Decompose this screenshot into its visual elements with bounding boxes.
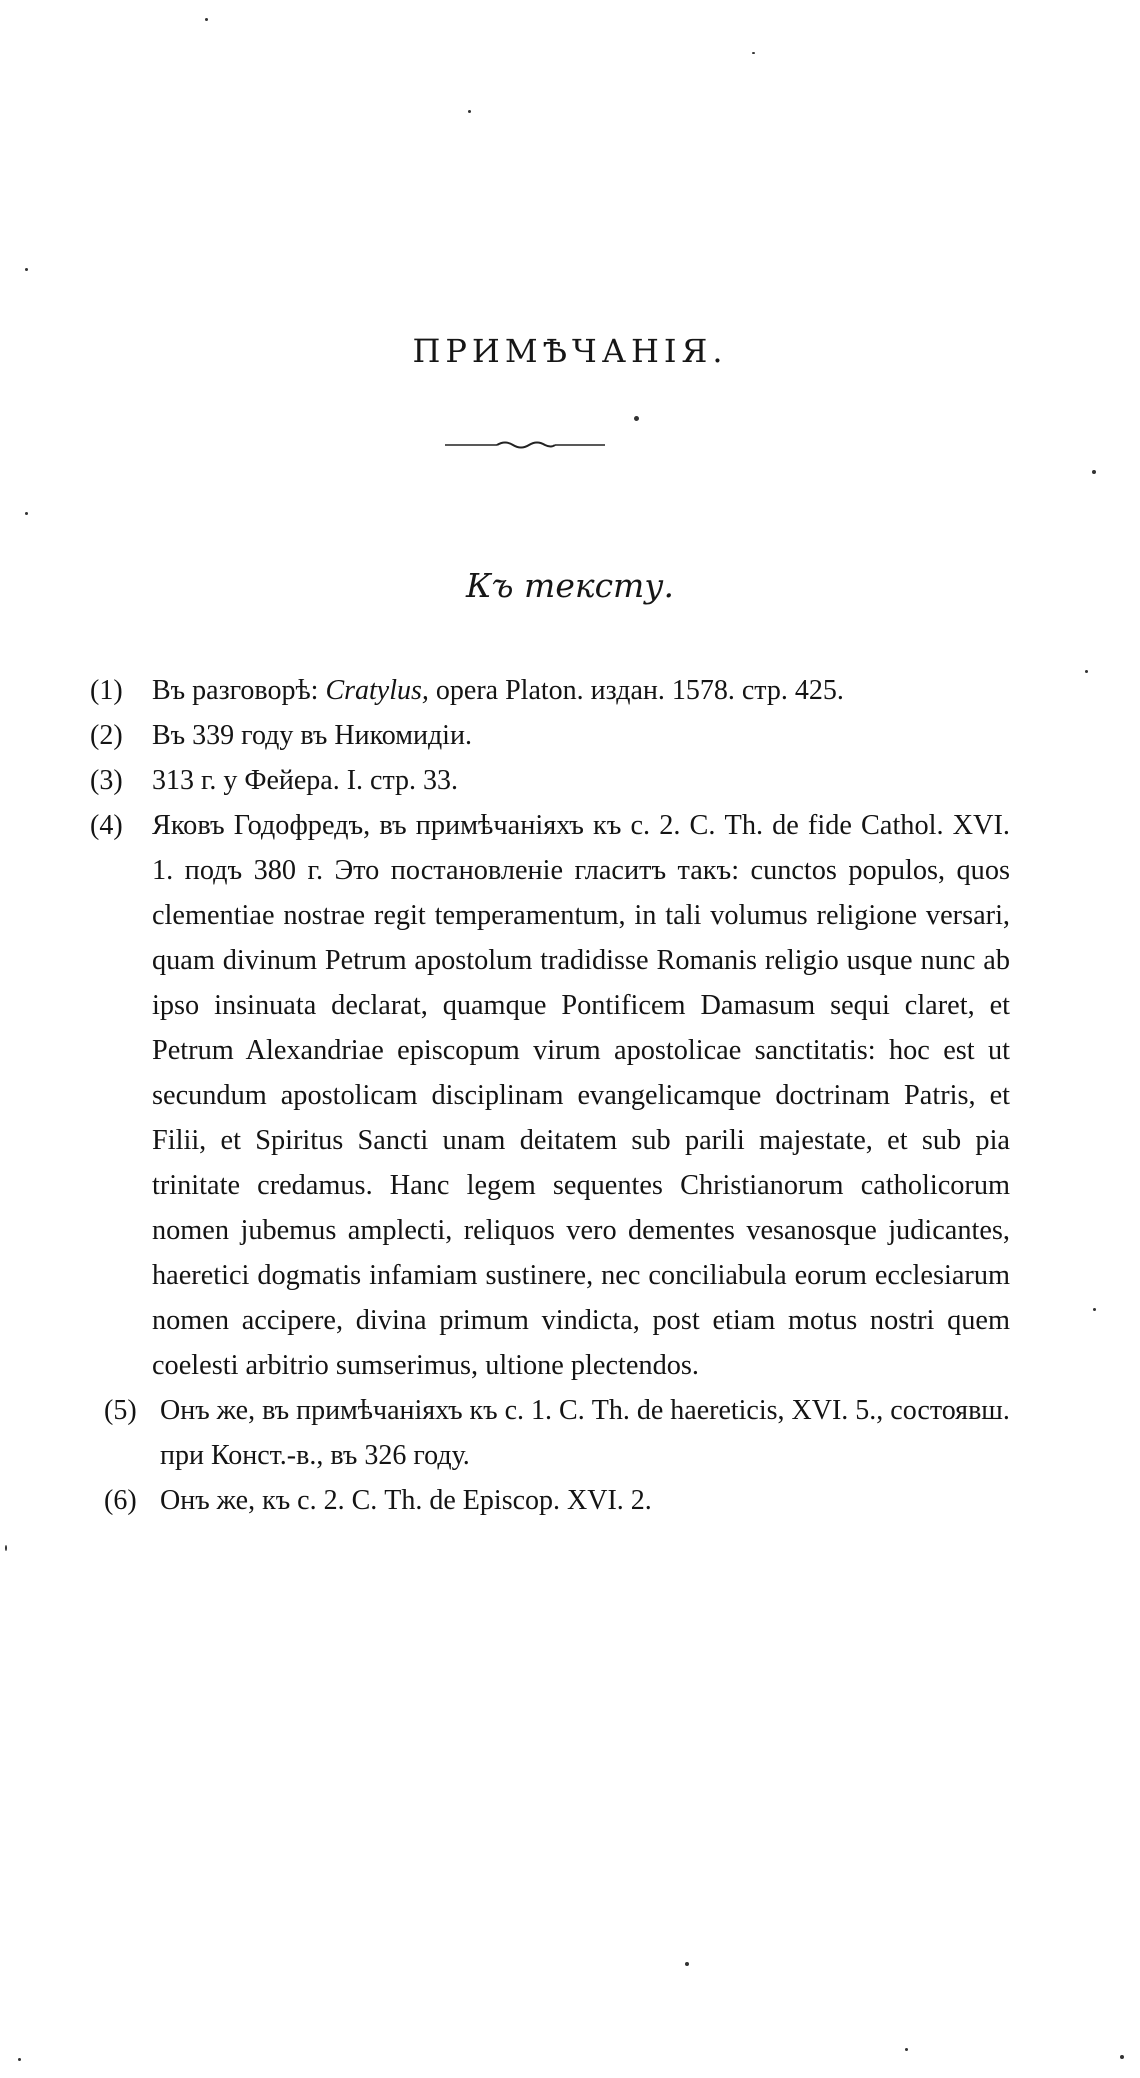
scan-speck <box>752 52 755 54</box>
scan-speck <box>1085 670 1088 673</box>
note-6 <box>90 1478 1010 1523</box>
note-4 <box>90 803 1010 1388</box>
note-number: (2) <box>90 720 123 751</box>
scan-speck <box>1093 1308 1096 1311</box>
note-text-pre: Въ разговорѣ: <box>152 675 319 706</box>
page-title: ПРИМѢЧАНІЯ. <box>412 332 728 370</box>
note-text <box>152 668 1010 713</box>
note-1 <box>90 668 1010 713</box>
note-number: (3) <box>90 765 123 796</box>
note-text-italic: Cratylus, <box>325 675 429 706</box>
note-number: (5) <box>104 1395 137 1426</box>
note-text: Въ 339 году въ Никомидіи. <box>152 720 472 751</box>
ornament-divider <box>445 439 605 451</box>
section-subtitle: Къ тексту. <box>466 566 674 605</box>
scan-speck <box>5 1545 7 1551</box>
note-text: Онъ же, въ примѣчаніяхъ къ с. 1. С. Th. de haereticis, XVI. 5., состоявш. при Конст.-в., въ 326 году. <box>160 1395 1010 1471</box>
scan-speck <box>1092 470 1096 474</box>
scan-speck <box>634 416 639 421</box>
scan-speck <box>25 512 28 515</box>
notes-list <box>90 668 1010 1523</box>
note-3 <box>90 758 1010 803</box>
note-5 <box>90 1388 1010 1478</box>
scan-speck <box>468 110 471 113</box>
scan-speck <box>1120 2055 1124 2059</box>
note-text: Яковъ Годофредъ, въ примѣчаніяхъ къ с. 2. С. Th. de fide Cathol. XVI. 1. подъ 380 г. Это постановленіе гласитъ такъ: cunctos populos, quos clementiae nostrae regit temperamentum, in tali volumus religione versari, quam divinum Petrum apostolum tradidisse Romanis religio usque nunc ab ipso insinuata declarat, quamque Pontificem Damasum sequi claret, et Petrum Alexandriae episcopum virum apostolicae sanctitatis: hoc est ut secundum apostolicam disciplinam evangelicamque doctrinam Patris, et Filii, et Spiritus Sancti unam deitatem sub parili majestate, et sub pia trinitate credamus. Hanc legem sequentes Christianorum catholicorum nomen jubemus amplecti, reliquos vero dementes vesanosque judicantes, haeretici dogmatis infamiam sustinere, nec conciliabula eorum ecclesiarum nomen accipere, divina primum vindicta, post etiam motus nostri quem coelesti arbitrio sumserimus, ultione plectendos. <box>152 810 1010 1381</box>
scan-speck <box>18 2058 21 2061</box>
note-2 <box>90 713 1010 758</box>
scan-speck <box>25 268 28 271</box>
scan-speck <box>205 18 208 21</box>
note-text-post: opera Platon. издан. 1578. стр. 425. <box>435 675 844 706</box>
scan-speck <box>905 2048 908 2051</box>
note-number: (1) <box>90 675 123 706</box>
scan-speck <box>685 1962 689 1966</box>
note-text: 313 г. у Фейера. I. стр. 33. <box>152 765 459 796</box>
note-number: (6) <box>104 1485 137 1516</box>
note-text: Онъ же, къ с. 2. С. Th. de Episcop. XVI. 2. <box>160 1485 652 1516</box>
note-number: (4) <box>90 810 123 841</box>
